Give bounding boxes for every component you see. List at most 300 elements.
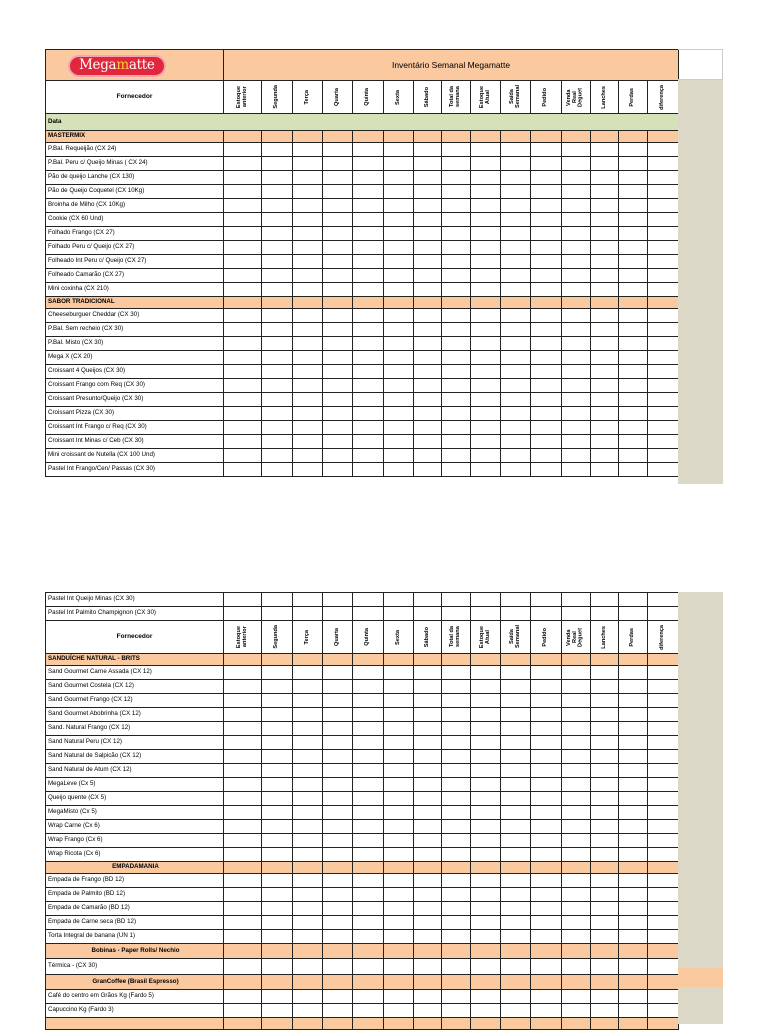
quantity-cell[interactable] (591, 888, 619, 902)
quantity-cell[interactable] (501, 463, 531, 477)
quantity-cell[interactable] (501, 834, 531, 848)
quantity-cell[interactable] (591, 874, 619, 888)
quantity-cell[interactable] (224, 213, 262, 227)
quantity-cell[interactable] (224, 199, 262, 213)
quantity-cell[interactable] (471, 157, 501, 171)
quantity-cell[interactable] (648, 888, 679, 902)
quantity-cell[interactable] (262, 792, 293, 806)
quantity-cell[interactable] (471, 393, 501, 407)
quantity-cell[interactable] (384, 185, 414, 199)
quantity-cell[interactable] (293, 323, 323, 337)
quantity-cell[interactable] (262, 680, 293, 694)
quantity-cell[interactable] (501, 820, 531, 834)
quantity-cell[interactable] (262, 199, 293, 213)
quantity-cell[interactable] (591, 764, 619, 778)
quantity-cell[interactable] (648, 990, 679, 1004)
quantity-cell[interactable] (262, 351, 293, 365)
quantity-cell[interactable] (262, 834, 293, 848)
quantity-cell[interactable] (293, 778, 323, 792)
quantity-cell[interactable] (501, 323, 531, 337)
quantity-cell[interactable] (323, 227, 353, 241)
quantity-cell[interactable] (384, 435, 414, 449)
quantity-cell[interactable] (501, 930, 531, 944)
quantity-cell[interactable] (293, 708, 323, 722)
quantity-cell[interactable] (531, 421, 562, 435)
quantity-cell[interactable] (442, 365, 471, 379)
quantity-cell[interactable] (471, 888, 501, 902)
quantity-cell[interactable] (293, 930, 323, 944)
quantity-cell[interactable] (619, 449, 648, 463)
quantity-cell[interactable] (224, 666, 262, 680)
quantity-cell[interactable] (414, 269, 442, 283)
quantity-cell[interactable] (224, 916, 262, 930)
quantity-cell[interactable] (562, 185, 591, 199)
quantity-cell[interactable] (471, 269, 501, 283)
quantity-cell[interactable] (591, 435, 619, 449)
quantity-cell[interactable] (262, 959, 293, 975)
quantity-cell[interactable] (562, 241, 591, 255)
quantity-cell[interactable] (353, 435, 384, 449)
quantity-cell[interactable] (262, 227, 293, 241)
quantity-cell[interactable] (293, 680, 323, 694)
quantity-cell[interactable] (648, 848, 679, 862)
quantity-cell[interactable] (648, 778, 679, 792)
quantity-cell[interactable] (562, 393, 591, 407)
quantity-cell[interactable] (384, 407, 414, 421)
quantity-cell[interactable] (591, 666, 619, 680)
quantity-cell[interactable] (323, 213, 353, 227)
quantity-cell[interactable] (501, 241, 531, 255)
quantity-cell[interactable] (471, 323, 501, 337)
quantity-cell[interactable] (442, 323, 471, 337)
quantity-cell[interactable] (471, 778, 501, 792)
quantity-cell[interactable] (619, 959, 648, 975)
quantity-cell[interactable] (619, 930, 648, 944)
quantity-cell[interactable] (224, 449, 262, 463)
quantity-cell[interactable] (531, 874, 562, 888)
quantity-cell[interactable] (619, 694, 648, 708)
quantity-cell[interactable] (619, 143, 648, 157)
quantity-cell[interactable] (619, 750, 648, 764)
quantity-cell[interactable] (262, 778, 293, 792)
quantity-cell[interactable] (501, 143, 531, 157)
quantity-cell[interactable] (591, 157, 619, 171)
quantity-cell[interactable] (293, 213, 323, 227)
quantity-cell[interactable] (501, 269, 531, 283)
quantity-cell[interactable] (471, 241, 501, 255)
quantity-cell[interactable] (353, 199, 384, 213)
quantity-cell[interactable] (562, 820, 591, 834)
quantity-cell[interactable] (531, 764, 562, 778)
quantity-cell[interactable] (323, 365, 353, 379)
quantity-cell[interactable] (562, 666, 591, 680)
quantity-cell[interactable] (619, 1004, 648, 1018)
quantity-cell[interactable] (471, 916, 501, 930)
quantity-cell[interactable] (471, 708, 501, 722)
quantity-cell[interactable] (471, 171, 501, 185)
quantity-cell[interactable] (293, 764, 323, 778)
quantity-cell[interactable] (619, 607, 648, 621)
quantity-cell[interactable] (442, 930, 471, 944)
quantity-cell[interactable] (562, 199, 591, 213)
quantity-cell[interactable] (531, 848, 562, 862)
quantity-cell[interactable] (262, 463, 293, 477)
quantity-cell[interactable] (501, 778, 531, 792)
quantity-cell[interactable] (353, 778, 384, 792)
quantity-cell[interactable] (224, 778, 262, 792)
quantity-cell[interactable] (414, 990, 442, 1004)
quantity-cell[interactable] (531, 463, 562, 477)
quantity-cell[interactable] (562, 593, 591, 607)
quantity-cell[interactable] (648, 708, 679, 722)
quantity-cell[interactable] (384, 902, 414, 916)
quantity-cell[interactable] (224, 750, 262, 764)
quantity-cell[interactable] (648, 680, 679, 694)
quantity-cell[interactable] (501, 680, 531, 694)
quantity-cell[interactable] (353, 255, 384, 269)
quantity-cell[interactable] (323, 694, 353, 708)
quantity-cell[interactable] (501, 227, 531, 241)
quantity-cell[interactable] (648, 393, 679, 407)
quantity-cell[interactable] (501, 902, 531, 916)
quantity-cell[interactable] (442, 241, 471, 255)
quantity-cell[interactable] (562, 351, 591, 365)
quantity-cell[interactable] (293, 171, 323, 185)
quantity-cell[interactable] (224, 157, 262, 171)
quantity-cell[interactable] (471, 820, 501, 834)
quantity-cell[interactable] (471, 874, 501, 888)
quantity-cell[interactable] (648, 820, 679, 834)
quantity-cell[interactable] (501, 736, 531, 750)
quantity-cell[interactable] (562, 435, 591, 449)
quantity-cell[interactable] (531, 990, 562, 1004)
quantity-cell[interactable] (293, 736, 323, 750)
quantity-cell[interactable] (353, 848, 384, 862)
quantity-cell[interactable] (648, 764, 679, 778)
quantity-cell[interactable] (224, 708, 262, 722)
quantity-cell[interactable] (414, 449, 442, 463)
quantity-cell[interactable] (293, 449, 323, 463)
quantity-cell[interactable] (501, 309, 531, 323)
quantity-cell[interactable] (262, 736, 293, 750)
quantity-cell[interactable] (591, 323, 619, 337)
quantity-cell[interactable] (384, 806, 414, 820)
quantity-cell[interactable] (471, 990, 501, 1004)
quantity-cell[interactable] (384, 213, 414, 227)
quantity-cell[interactable] (442, 694, 471, 708)
quantity-cell[interactable] (323, 351, 353, 365)
quantity-cell[interactable] (591, 834, 619, 848)
quantity-cell[interactable] (353, 227, 384, 241)
quantity-cell[interactable] (323, 874, 353, 888)
quantity-cell[interactable] (531, 283, 562, 297)
quantity-cell[interactable] (471, 848, 501, 862)
quantity-cell[interactable] (471, 764, 501, 778)
quantity-cell[interactable] (531, 902, 562, 916)
quantity-cell[interactable] (414, 227, 442, 241)
quantity-cell[interactable] (619, 792, 648, 806)
quantity-cell[interactable] (501, 959, 531, 975)
quantity-cell[interactable] (224, 185, 262, 199)
quantity-cell[interactable] (293, 393, 323, 407)
quantity-cell[interactable] (353, 680, 384, 694)
quantity-cell[interactable] (591, 820, 619, 834)
quantity-cell[interactable] (384, 593, 414, 607)
quantity-cell[interactable] (501, 916, 531, 930)
quantity-cell[interactable] (648, 213, 679, 227)
quantity-cell[interactable] (384, 283, 414, 297)
quantity-cell[interactable] (262, 241, 293, 255)
quantity-cell[interactable] (262, 902, 293, 916)
quantity-cell[interactable] (501, 848, 531, 862)
quantity-cell[interactable] (353, 213, 384, 227)
quantity-cell[interactable] (442, 269, 471, 283)
quantity-cell[interactable] (262, 379, 293, 393)
quantity-cell[interactable] (442, 834, 471, 848)
quantity-cell[interactable] (591, 171, 619, 185)
quantity-cell[interactable] (293, 227, 323, 241)
quantity-cell[interactable] (323, 736, 353, 750)
quantity-cell[interactable] (384, 848, 414, 862)
quantity-cell[interactable] (414, 323, 442, 337)
quantity-cell[interactable] (501, 435, 531, 449)
quantity-cell[interactable] (323, 255, 353, 269)
quantity-cell[interactable] (384, 365, 414, 379)
quantity-cell[interactable] (562, 930, 591, 944)
quantity-cell[interactable] (414, 806, 442, 820)
quantity-cell[interactable] (562, 888, 591, 902)
quantity-cell[interactable] (442, 421, 471, 435)
quantity-cell[interactable] (442, 593, 471, 607)
quantity-cell[interactable] (501, 421, 531, 435)
quantity-cell[interactable] (591, 736, 619, 750)
quantity-cell[interactable] (384, 764, 414, 778)
quantity-cell[interactable] (562, 227, 591, 241)
quantity-cell[interactable] (591, 792, 619, 806)
quantity-cell[interactable] (531, 323, 562, 337)
quantity-cell[interactable] (591, 393, 619, 407)
quantity-cell[interactable] (591, 365, 619, 379)
quantity-cell[interactable] (562, 736, 591, 750)
quantity-cell[interactable] (384, 666, 414, 680)
quantity-cell[interactable] (442, 764, 471, 778)
quantity-cell[interactable] (442, 778, 471, 792)
quantity-cell[interactable] (619, 722, 648, 736)
quantity-cell[interactable] (591, 421, 619, 435)
quantity-cell[interactable] (531, 407, 562, 421)
quantity-cell[interactable] (353, 764, 384, 778)
quantity-cell[interactable] (323, 834, 353, 848)
quantity-cell[interactable] (501, 888, 531, 902)
quantity-cell[interactable] (384, 421, 414, 435)
quantity-cell[interactable] (323, 916, 353, 930)
quantity-cell[interactable] (414, 1004, 442, 1018)
quantity-cell[interactable] (501, 449, 531, 463)
quantity-cell[interactable] (442, 874, 471, 888)
quantity-cell[interactable] (353, 916, 384, 930)
quantity-cell[interactable] (471, 834, 501, 848)
quantity-cell[interactable] (591, 351, 619, 365)
quantity-cell[interactable] (323, 199, 353, 213)
quantity-cell[interactable] (293, 309, 323, 323)
quantity-cell[interactable] (471, 792, 501, 806)
quantity-cell[interactable] (531, 449, 562, 463)
quantity-cell[interactable] (531, 269, 562, 283)
quantity-cell[interactable] (648, 834, 679, 848)
quantity-cell[interactable] (442, 379, 471, 393)
quantity-cell[interactable] (323, 902, 353, 916)
quantity-cell[interactable] (648, 930, 679, 944)
quantity-cell[interactable] (414, 171, 442, 185)
quantity-cell[interactable] (414, 888, 442, 902)
quantity-cell[interactable] (648, 792, 679, 806)
quantity-cell[interactable] (591, 694, 619, 708)
quantity-cell[interactable] (471, 736, 501, 750)
quantity-cell[interactable] (323, 750, 353, 764)
quantity-cell[interactable] (501, 607, 531, 621)
quantity-cell[interactable] (224, 820, 262, 834)
quantity-cell[interactable] (323, 792, 353, 806)
quantity-cell[interactable] (619, 874, 648, 888)
quantity-cell[interactable] (591, 255, 619, 269)
quantity-cell[interactable] (323, 764, 353, 778)
quantity-cell[interactable] (619, 171, 648, 185)
quantity-cell[interactable] (293, 463, 323, 477)
quantity-cell[interactable] (442, 792, 471, 806)
quantity-cell[interactable] (442, 680, 471, 694)
quantity-cell[interactable] (293, 820, 323, 834)
quantity-cell[interactable] (442, 820, 471, 834)
quantity-cell[interactable] (501, 213, 531, 227)
quantity-cell[interactable] (224, 143, 262, 157)
quantity-cell[interactable] (353, 157, 384, 171)
quantity-cell[interactable] (648, 255, 679, 269)
quantity-cell[interactable] (471, 337, 501, 351)
quantity-cell[interactable] (384, 990, 414, 1004)
quantity-cell[interactable] (414, 722, 442, 736)
quantity-cell[interactable] (501, 283, 531, 297)
quantity-cell[interactable] (224, 722, 262, 736)
quantity-cell[interactable] (414, 792, 442, 806)
quantity-cell[interactable] (648, 185, 679, 199)
quantity-cell[interactable] (591, 930, 619, 944)
quantity-cell[interactable] (262, 365, 293, 379)
quantity-cell[interactable] (471, 449, 501, 463)
quantity-cell[interactable] (591, 607, 619, 621)
quantity-cell[interactable] (501, 393, 531, 407)
quantity-cell[interactable] (562, 902, 591, 916)
quantity-cell[interactable] (619, 157, 648, 171)
quantity-cell[interactable] (531, 365, 562, 379)
quantity-cell[interactable] (293, 959, 323, 975)
quantity-cell[interactable] (619, 888, 648, 902)
quantity-cell[interactable] (323, 171, 353, 185)
quantity-cell[interactable] (442, 848, 471, 862)
quantity-cell[interactable] (384, 379, 414, 393)
quantity-cell[interactable] (224, 241, 262, 255)
quantity-cell[interactable] (619, 269, 648, 283)
quantity-cell[interactable] (323, 379, 353, 393)
quantity-cell[interactable] (293, 990, 323, 1004)
quantity-cell[interactable] (262, 666, 293, 680)
quantity-cell[interactable] (224, 421, 262, 435)
quantity-cell[interactable] (384, 269, 414, 283)
quantity-cell[interactable] (414, 959, 442, 975)
quantity-cell[interactable] (591, 1004, 619, 1018)
quantity-cell[interactable] (384, 323, 414, 337)
quantity-cell[interactable] (648, 750, 679, 764)
quantity-cell[interactable] (501, 379, 531, 393)
quantity-cell[interactable] (384, 449, 414, 463)
quantity-cell[interactable] (323, 666, 353, 680)
quantity-cell[interactable] (353, 283, 384, 297)
quantity-cell[interactable] (648, 199, 679, 213)
quantity-cell[interactable] (591, 463, 619, 477)
quantity-cell[interactable] (471, 255, 501, 269)
quantity-cell[interactable] (384, 463, 414, 477)
quantity-cell[interactable] (353, 449, 384, 463)
quantity-cell[interactable] (414, 902, 442, 916)
quantity-cell[interactable] (531, 694, 562, 708)
quantity-cell[interactable] (562, 283, 591, 297)
quantity-cell[interactable] (224, 902, 262, 916)
quantity-cell[interactable] (471, 365, 501, 379)
quantity-cell[interactable] (442, 449, 471, 463)
quantity-cell[interactable] (442, 227, 471, 241)
quantity-cell[interactable] (323, 607, 353, 621)
quantity-cell[interactable] (442, 143, 471, 157)
quantity-cell[interactable] (501, 351, 531, 365)
quantity-cell[interactable] (224, 930, 262, 944)
quantity-cell[interactable] (293, 143, 323, 157)
quantity-cell[interactable] (619, 736, 648, 750)
quantity-cell[interactable] (471, 407, 501, 421)
quantity-cell[interactable] (619, 241, 648, 255)
quantity-cell[interactable] (442, 185, 471, 199)
quantity-cell[interactable] (442, 916, 471, 930)
quantity-cell[interactable] (619, 337, 648, 351)
quantity-cell[interactable] (353, 834, 384, 848)
quantity-cell[interactable] (414, 143, 442, 157)
quantity-cell[interactable] (262, 323, 293, 337)
quantity-cell[interactable] (384, 708, 414, 722)
quantity-cell[interactable] (562, 421, 591, 435)
quantity-cell[interactable] (293, 337, 323, 351)
quantity-cell[interactable] (619, 593, 648, 607)
quantity-cell[interactable] (414, 213, 442, 227)
quantity-cell[interactable] (619, 213, 648, 227)
quantity-cell[interactable] (619, 393, 648, 407)
quantity-cell[interactable] (648, 736, 679, 750)
quantity-cell[interactable] (262, 593, 293, 607)
quantity-cell[interactable] (384, 680, 414, 694)
quantity-cell[interactable] (591, 708, 619, 722)
quantity-cell[interactable] (471, 435, 501, 449)
quantity-cell[interactable] (591, 750, 619, 764)
quantity-cell[interactable] (323, 463, 353, 477)
quantity-cell[interactable] (531, 143, 562, 157)
quantity-cell[interactable] (591, 269, 619, 283)
quantity-cell[interactable] (471, 213, 501, 227)
quantity-cell[interactable] (414, 255, 442, 269)
quantity-cell[interactable] (471, 199, 501, 213)
quantity-cell[interactable] (562, 764, 591, 778)
quantity-cell[interactable] (648, 241, 679, 255)
quantity-cell[interactable] (262, 708, 293, 722)
quantity-cell[interactable] (262, 393, 293, 407)
quantity-cell[interactable] (562, 143, 591, 157)
quantity-cell[interactable] (224, 593, 262, 607)
